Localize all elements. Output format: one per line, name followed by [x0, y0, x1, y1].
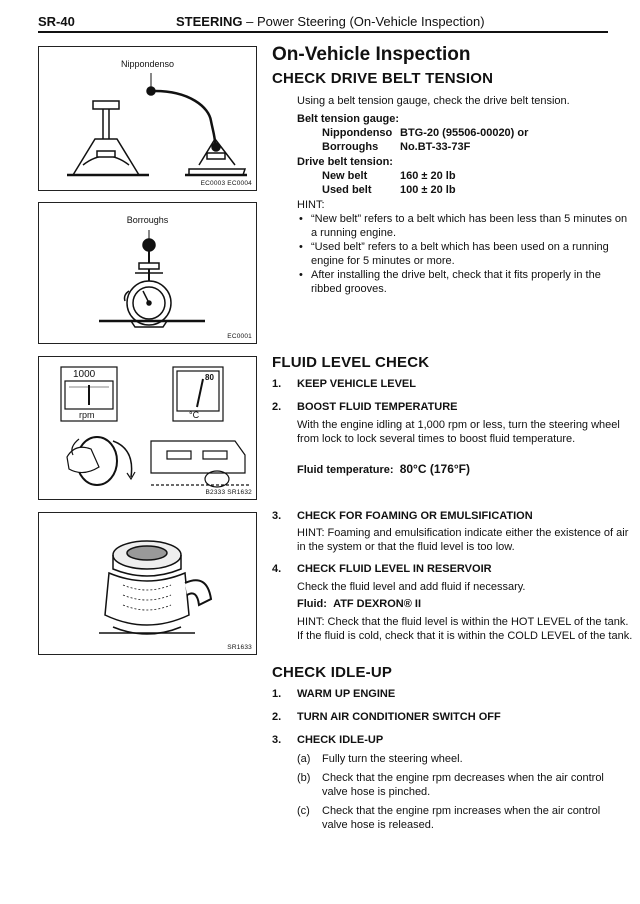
substep-letter: (c): [297, 805, 310, 817]
gauge-name: Nippondenso: [322, 127, 393, 139]
tension-name: New belt: [322, 170, 368, 182]
belt-hints: [272, 198, 633, 296]
figure-nippondenso-gauge: [38, 46, 257, 191]
gauge-value: BTG-20 (95506-00020) or: [400, 127, 529, 139]
figure-label: Borroughs: [126, 215, 169, 225]
tension-row: [322, 169, 456, 183]
step-title: WARM UP ENGINE: [297, 688, 396, 700]
gauge-label: Belt tension gauge:: [297, 113, 400, 125]
substep-text: Fully turn the steering wheel.: [322, 753, 463, 765]
spec-value: 80°C (176°F): [399, 462, 470, 476]
figure-code: EC0003 EC0004: [200, 180, 252, 187]
section-heading-belt: CHECK DRIVE BELT TENSION: [272, 70, 494, 87]
substep-item: [272, 804, 608, 832]
step-title: CHECK FLUID LEVEL IN RESERVOIR: [297, 563, 492, 575]
gauge-table: [322, 126, 528, 154]
reservoir-drawing: [39, 513, 256, 654]
fluid-temperature-spec: [272, 462, 633, 477]
tension-name: Used belt: [322, 184, 372, 196]
hint-label: HINT:: [297, 199, 325, 211]
meters-and-steering-drawing: [39, 357, 256, 499]
header-subsection: Power Steering (On-Vehicle Inspection): [256, 14, 485, 29]
fluid-step-4-hint: HINT: Check that the fluid level is within the HOT LEVEL of the tank. If the fluid is cold, check that it is within the COLD LEVEL of the tank.: [297, 616, 633, 642]
fluid-step-3-text: HINT: Foaming and emulsification indicate either the existence of air in the system or that the fluid level is too low.: [297, 527, 629, 553]
step-title: CHECK FOR FOAMING OR EMULSIFICATION: [297, 510, 533, 522]
figure-code: SR1633: [227, 644, 252, 651]
step-number: 4.: [272, 563, 282, 575]
running-header: [176, 14, 485, 29]
spec-label: Fluid:: [297, 598, 327, 610]
substep-item: [272, 771, 608, 799]
spec-value: ATF DEXRON® II: [333, 598, 422, 610]
hint-item: • After installing the drive belt, check that it fits properly in the ribbed grooves.: [297, 268, 633, 296]
substep-letter: (a): [297, 753, 311, 765]
gauge-row: [322, 140, 528, 154]
step-number: 2.: [272, 711, 282, 723]
page-title: On-Vehicle Inspection: [272, 44, 471, 65]
substep-letter: (b): [297, 772, 311, 784]
header-section: STEERING: [176, 14, 243, 29]
step-number: 1.: [272, 378, 282, 390]
fluid-step-2: [272, 401, 608, 413]
substep-text: Check that the engine rpm decreases when the air control valve hose is pinched.: [322, 772, 604, 798]
figure-code: B2333 SR1632: [205, 489, 252, 496]
tension-row: [322, 183, 456, 197]
section-heading-fluid: FLUID LEVEL CHECK: [272, 354, 430, 371]
figure-code: EC0001: [227, 333, 252, 340]
gauge-value: No.BT-33-73F: [400, 141, 471, 153]
header-separator: –: [246, 14, 254, 29]
hint-item: • “Used belt” refers to a belt which has been used on a running engine for 5 minutes or more.: [297, 240, 633, 268]
thermometer-value: 80: [205, 373, 214, 382]
figure-fluid-temperature: [38, 356, 257, 500]
fluid-step-2-text: With the engine idling at 1,000 rpm or less, turn the steering wheel from lock to lock several times to boost fluid temperature.: [297, 419, 620, 445]
belt-intro: Using a belt tension gauge, check the drive belt tension.: [297, 95, 570, 107]
borroughs-gauge-drawing: [39, 203, 256, 343]
idle-substeps: [272, 752, 608, 832]
fluid-step-1: [272, 378, 608, 390]
tension-label: Drive belt tension:: [297, 156, 393, 168]
hint-item: • “New belt” refers to a belt which has been less than 5 minutes on a running engine.: [297, 212, 633, 240]
page-code: SR-40: [38, 14, 75, 29]
tachometer-value: 1000: [73, 369, 96, 380]
step-title: TURN AIR CONDITIONER SWITCH OFF: [297, 711, 501, 723]
figure-borroughs-gauge: [38, 202, 257, 344]
gauge-name: Borroughs: [322, 141, 379, 153]
figure-label: Nippondenso: [120, 59, 175, 69]
nippondenso-gauge-drawing: [39, 47, 256, 190]
tension-table: [322, 169, 456, 197]
step-number: 3.: [272, 510, 282, 522]
step-number: 1.: [272, 688, 282, 700]
substep-item: [272, 752, 608, 766]
tension-value: 160 ± 20 lb: [400, 170, 456, 182]
substep-text: Check that the engine rpm increases when the air control valve hose is released.: [322, 805, 601, 831]
step-title: CHECK IDLE-UP: [297, 734, 384, 746]
step-number: 3.: [272, 734, 282, 746]
fluid-step-4: [272, 563, 608, 575]
header-rule: [38, 31, 608, 33]
thermometer-unit: °C: [189, 410, 200, 420]
idle-step-2: [272, 711, 608, 723]
idle-step-1: [272, 688, 608, 700]
step-title: BOOST FLUID TEMPERATURE: [297, 401, 458, 413]
belt-tension-spec: [272, 155, 633, 197]
fluid-step-3: [272, 510, 608, 522]
step-title: KEEP VEHICLE LEVEL: [297, 378, 416, 390]
spec-label: Fluid temperature:: [297, 464, 394, 476]
tension-value: 100 ± 20 lb: [400, 184, 456, 196]
gauge-row: [322, 126, 528, 140]
idle-step-3: [272, 734, 608, 746]
tachometer-unit: rpm: [79, 410, 95, 420]
hint-list: [297, 212, 633, 296]
fluid-step-4-text: Check the fluid level and add fluid if necessary.: [297, 581, 526, 593]
belt-gauge-spec: [272, 112, 633, 154]
fluid-type-spec: [272, 597, 633, 611]
figure-reservoir: [38, 512, 257, 655]
section-heading-idle: CHECK IDLE-UP: [272, 664, 393, 681]
step-number: 2.: [272, 401, 282, 413]
